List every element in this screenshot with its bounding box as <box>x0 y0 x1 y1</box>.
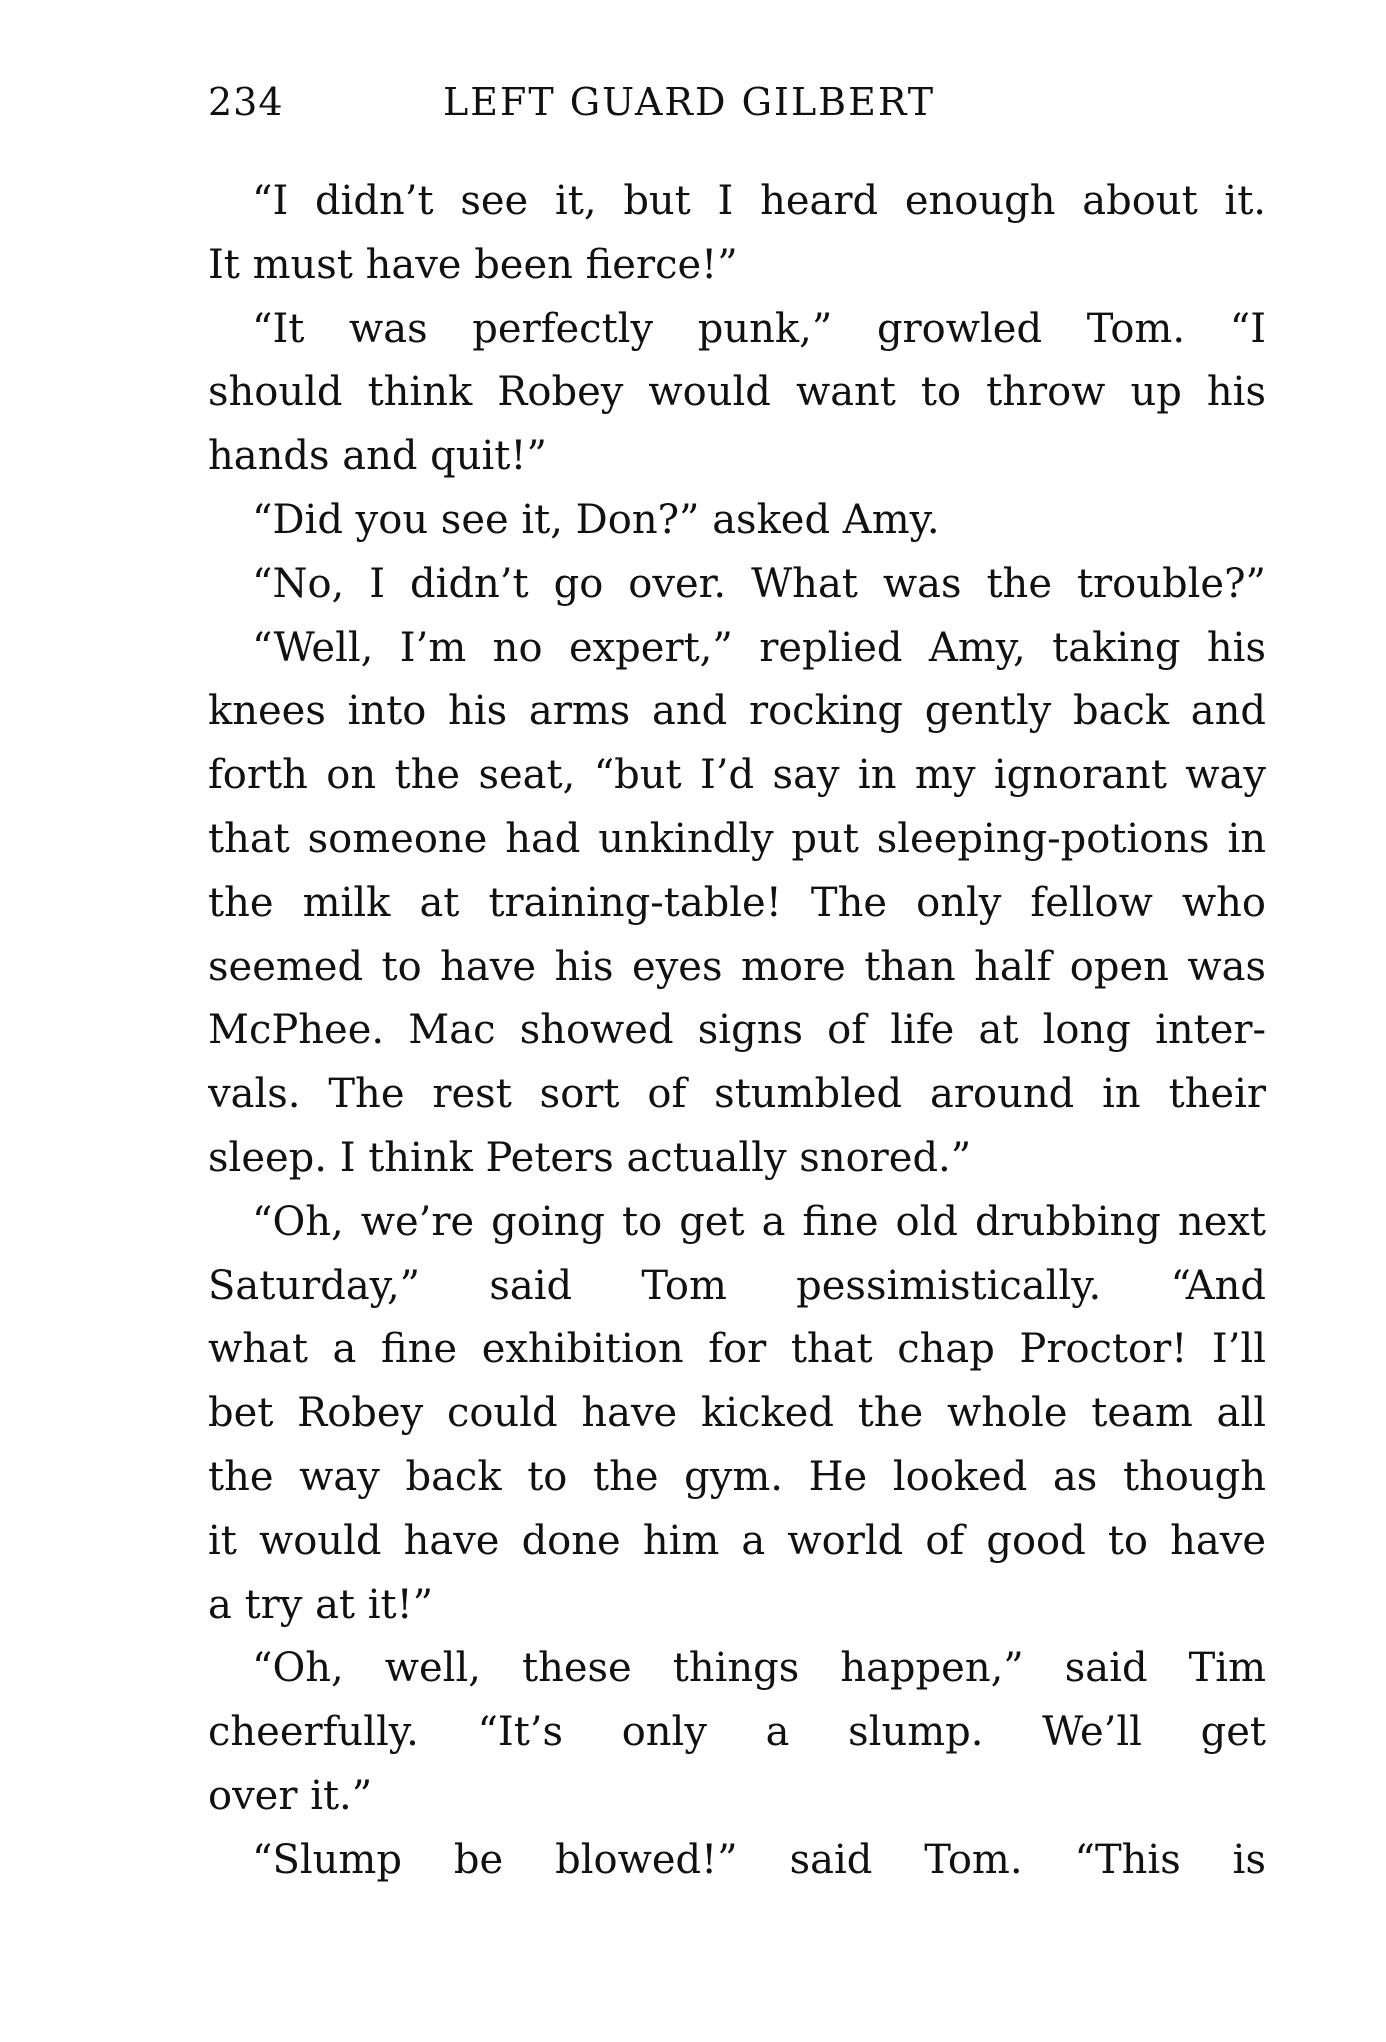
text-line: “Slump be blowed!” said Tom. “This is <box>252 1836 1266 1883</box>
text-line: it would have done him a world of good to have <box>208 1517 1266 1564</box>
page-number: 234 <box>208 80 284 124</box>
text-line: knees into his arms and rocking gently back and <box>208 688 1266 735</box>
text-body <box>208 170 1266 1893</box>
text-line: forth on the seat, “but I’d say in my ignorant way <box>208 752 1266 799</box>
text-line: should think Robey would want to throw up his <box>208 369 1266 416</box>
text-line: sleep. I think Peters actually snored.” <box>208 1134 972 1181</box>
text-line: “No, I didn’t go over. What was the trouble?” <box>252 560 1266 607</box>
running-head <box>208 80 1038 140</box>
text-line: It must have been fierce!” <box>208 241 738 288</box>
text-line: vals. The rest sort of stumbled around in their <box>208 1071 1266 1118</box>
text-line: “Did you see it, Don?” asked Amy. <box>252 496 940 543</box>
text-line: hands and quit!” <box>208 433 547 480</box>
text-line: “I didn’t see it, but I heard enough about it. <box>252 178 1266 224</box>
text-line: Saturday,” said Tom pessimistically. “And <box>208 1262 1266 1309</box>
text-line: the milk at training-table! The only fellow who <box>208 879 1266 926</box>
text-line: “It was perfectly punk,” growled Tom. “I <box>252 305 1266 352</box>
text-line: “Well, I’m no expert,” replied Amy, taking his <box>252 624 1266 671</box>
text-line: over it.” <box>208 1772 373 1819</box>
book-title: LEFT GUARD GILBERT <box>443 80 936 124</box>
text-line: a try at it!” <box>208 1581 434 1628</box>
text-line: seemed to have his eyes more than half open was <box>208 943 1266 990</box>
text-line: McPhee. Mac showed signs of life at long inter- <box>208 1007 1266 1054</box>
text-line: what a fine exhibition for that chap Proctor! I’ll <box>208 1326 1266 1373</box>
text-line: the way back to the gym. He looked as though <box>208 1453 1266 1500</box>
text-line: cheerfully. “It’s only a slump. We’ll get <box>208 1709 1266 1756</box>
text-line: bet Robey could have kicked the whole team all <box>208 1390 1266 1437</box>
text-line: “Oh, well, these things happen,” said Tim <box>252 1645 1266 1692</box>
text-line: that someone had unkindly put sleeping-potions in <box>208 815 1266 862</box>
text-line: “Oh, we’re going to get a fine old drubbing next <box>252 1198 1266 1245</box>
